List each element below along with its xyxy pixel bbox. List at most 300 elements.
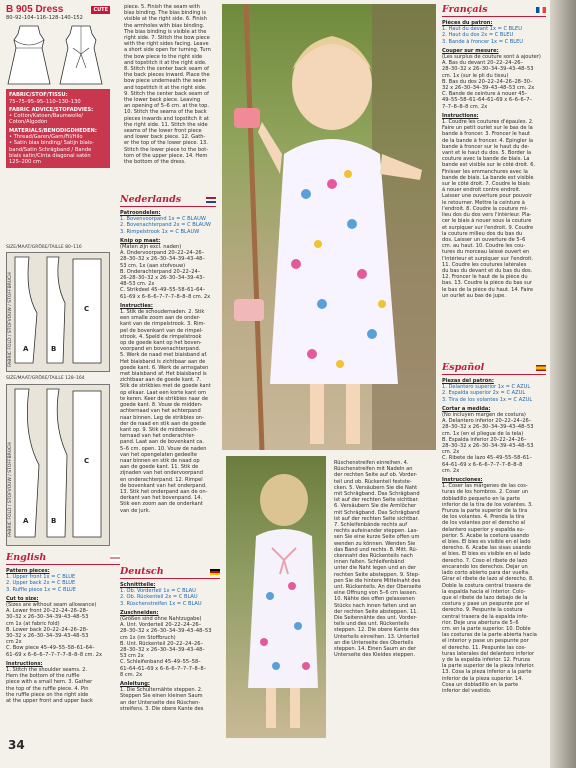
francais-line: 2. Haut du dos 2x = C BLEU <box>442 32 514 39</box>
deutsch-heading <box>120 566 220 579</box>
francais-text <box>442 20 546 299</box>
francais-line: bande est visible sur le côté droit. 6. <box>442 162 536 169</box>
nederlands-line: C. Strikdeel 45–49–55–58–61–64– <box>120 287 206 294</box>
francais-line: Pièces du patron: <box>442 20 493 26</box>
nederlands-line: zichtbaar aan de goede kant. 7. <box>120 377 202 384</box>
english-line: Cut to size: <box>6 595 39 602</box>
espanol-line: 2. Espalda superior 2x = C AZUL <box>442 390 526 397</box>
espanol-line: turas laterales del delantero inferior <box>442 650 535 657</box>
francais-line: Faire un petit ourlet sur le bas de la <box>442 125 533 132</box>
nederlands-line: aan de goede kant. 11. Stik de <box>120 464 199 471</box>
col4-mid-line: pen Sie die hintere Mittelnaht des <box>334 577 421 584</box>
col4-mid-line: 6. Versäubern Sie die Armlöcher <box>334 503 417 510</box>
francais-line: 11. Coudre les coutures latérales <box>442 261 527 268</box>
francais-line: dos. Laisser un ouverture de 5–6 <box>442 236 526 243</box>
espanol-line: 64–61–69 x 6–6–6–7–7–7–8–8–8 <box>442 461 523 468</box>
francais-line: l'intérieur et surpiquer sur l'endroit. <box>442 255 533 262</box>
nederlands-line: Stik de strikbies met de goede kant <box>120 383 211 390</box>
col2-top-line: tom of the upper piece. 14. Hem <box>124 152 208 159</box>
fabric-advice-2: Coton/Algodón <box>9 119 48 126</box>
deutsch-line: C. Schleifenband 45–49–55–58– <box>120 659 201 666</box>
col2-top-line: 10. Stitch the seams of the back <box>124 109 207 116</box>
francais-line: cm. au haut. 10. Coudre les cou- <box>442 243 526 250</box>
girl-back-photo <box>226 456 326 738</box>
pattern-label-c-2: C <box>84 457 90 465</box>
francais-line: le bas de la pièce du haut. 14. Faire <box>442 286 534 293</box>
espanol-line: el bies. El bies es visible en el lado <box>442 551 531 558</box>
francais-line: sur le côté droit. 7. Coudre le biais <box>442 181 530 188</box>
pattern-label-c: C <box>84 305 90 313</box>
materials-3: band/Satin Schrägband / Bande <box>9 146 92 153</box>
francais-line: du bas du devant et du bas du dos. <box>442 267 533 274</box>
nederlands-line: 3. Rimpelstrook 1x = C BLAUW <box>120 228 200 235</box>
english-line: A. Lower front 20–22–24–26–28– <box>6 608 89 615</box>
materials-4: biais satin/Cinta diagonal satén <box>9 152 91 159</box>
espanol-line: cm. 2x <box>442 449 460 456</box>
col4-mid-line: ist auf der rechten Seite sichtbar. <box>334 497 419 504</box>
nederlands-line: pel de bovenkant van de rimpel- <box>120 327 204 334</box>
espanol-line: cm. 2x <box>442 467 460 474</box>
francais-line: 7–7–8–8–8 cm. 2x <box>442 103 488 110</box>
espanol-heading <box>442 362 546 375</box>
english-line: B. Lower back 20–22–24–26–28– <box>6 626 89 633</box>
espanol-line: Piezas del patrón: <box>442 378 494 384</box>
francais-line: 49–55–58–61–64–61–69 x 6–6–6–7– <box>442 97 533 104</box>
deutsch-continued-text <box>334 460 438 740</box>
espanol-section <box>442 358 546 762</box>
english-line: piece with a small hem. 3. Gather <box>6 679 93 686</box>
nederlands-line: Patroondelen: <box>120 210 161 216</box>
nederlands-line: 2. Bovenachterpand 2x = C BLAUW <box>120 222 211 229</box>
col4-mid-line: ckennaht des Rückenteils nach <box>334 553 413 560</box>
espanol-line: de los volantes. 4. Prenda la tira <box>442 514 525 521</box>
nederlands-line: een smalle zoom aan de onder- <box>120 315 201 322</box>
francais-heading <box>442 4 546 17</box>
espanol-line: 28–30–32 x 26–30–34–39–43–48–53 <box>442 424 534 431</box>
espanol-line: la parte superior de la pieza inferior. <box>442 663 535 670</box>
espanol-line: las costuras de la parte abierta hacia <box>442 632 537 639</box>
deutsch-title: Deutsch <box>120 566 164 577</box>
english-line: 1. Upper front 1x = C BLUE <box>6 574 76 581</box>
english-line: Hem the bottom of the ruffle <box>6 673 80 680</box>
deutsch-line: streifens. 3. Die obere Kante des <box>120 705 204 712</box>
deutsch-line: 1. Die Schulternähte steppen. 2. <box>120 687 203 694</box>
english-line: (Sizes are without seam allowance) <box>6 602 97 609</box>
english-line: cm 1x (at fabric fold) <box>6 620 60 627</box>
pattern-sheet-a <box>6 252 110 372</box>
fabric-advice-heading: FABRIC ADVICE/STOFADVIES: <box>9 106 94 113</box>
deutsch-line: 2. Ob. Rückenteil 2x = C BLAU <box>120 594 198 601</box>
espanol-line: Doble la costura central trasera de <box>442 582 531 589</box>
espanol-line: inferior de la pieza superior. 14. <box>442 675 524 682</box>
col4-mid-line: wenden zu können. Wenden Sie <box>334 540 416 547</box>
col4-mid-line: unt. Rückenteils. An der Oberseite <box>334 584 422 591</box>
english-line: C. Bow piece 45–49–55–58–61–64– <box>6 645 95 652</box>
col4-mid-line: teils und des unt. Rückenteils <box>334 621 409 628</box>
nederlands-line: strook. 4. Speld de rimpelstrook <box>120 333 202 340</box>
nederlands-line: kant van de rimpelstrook. 3. Rim- <box>120 321 206 328</box>
nederlands-line: met biaisband af. Het biaisband is <box>120 371 207 378</box>
francais-line: 28–30–32 x 26–30–34–39–43–48–53 <box>442 66 534 73</box>
pattern-label-a: A <box>23 345 29 353</box>
fabric-fold-label-a: FABRIC FOLD / STOFVOUW / STOFFBRUCH <box>8 272 13 367</box>
espanol-line: B. Espalda inferior 20–22–24–26– <box>442 436 527 443</box>
english-line: Pattern pieces: <box>6 568 50 574</box>
col2-top-line: a short side open for turning. Turn <box>124 47 211 54</box>
nederlands-line: de bovenkant van het onderpand. <box>120 482 207 489</box>
nederlands-line: pand. Laat aan de bovenkant ca. <box>120 439 204 446</box>
nederlands-line: kant op. 9. Stik de middenach- <box>120 426 199 433</box>
espanol-line: delantero superior y espalda su- <box>442 526 525 533</box>
pattern-label-b-2: B <box>51 517 57 525</box>
col4-mid-line: steppen. 12. Die obere Kante des <box>334 627 420 634</box>
francais-line: et surpiquer sur l'endroit. 9. Coudre <box>442 224 534 231</box>
page-binding-edge <box>550 0 576 768</box>
fabric-info-box <box>6 89 110 168</box>
nederlands-heading <box>120 194 216 207</box>
col2-top-line: and lower back piece. 12. Gath- <box>124 134 206 141</box>
pattern-shapes-a <box>7 253 109 371</box>
nederlands-line: derkant van het bovenpand. 14. <box>120 495 203 502</box>
deutsch-line: A. Unt. Vorderteil 20–22–24–26– <box>120 622 202 629</box>
espanol-line: derecho. 9. Pespunte la costura <box>442 607 523 614</box>
fabric-amounts: 75–75–95–95–110–130–130 <box>9 98 81 105</box>
col2-top-line: the lower back piece. Leaving <box>124 97 201 104</box>
deutsch-line: 28–30–32 x 26–30–34–39–43–48– <box>120 647 205 654</box>
espanol-line: cm. en la parte superior. 10. Doble <box>442 625 531 632</box>
espanol-line: perior. 5. Acabe la costura usando <box>442 532 530 539</box>
francais-line: Laisser une ouverture pour pouvoir <box>442 193 532 200</box>
de-flag-icon <box>210 569 220 575</box>
dress-illustrations <box>6 24 110 86</box>
francais-line: 32 x 26–30–34–39–43–48–53 cm. 2x <box>442 85 535 92</box>
nederlands-line: achternaad van het achterpand <box>120 408 201 415</box>
francais-line: 3. Bande à froncer 1x = C BLEU <box>442 38 524 45</box>
nederlands-line: te keren. Keer de strikbies naar de <box>120 395 209 402</box>
col2-top-line: Stitch the lower piece to the bot- <box>124 146 209 153</box>
deutsch-line: Zuschneiden: <box>120 609 159 616</box>
nederlands-line: B. Onderachterpand 20–22–24– <box>120 268 201 275</box>
col2-top-line: seams of the lower front piece <box>124 128 202 135</box>
english-heading <box>6 552 120 565</box>
espanol-line: A. Delantero inferior 20–22–24–26– <box>442 418 532 425</box>
deutsch-line: Steppen Sie einen kleinen Saum <box>120 693 203 700</box>
deutsch-line: (Größen sind ohne Nahtzugabe) <box>120 616 202 623</box>
col4-mid-line: sen Sie eine kurze Seite offen um <box>334 534 420 541</box>
francais-line: un ourlet au bas de jupe. <box>442 292 506 299</box>
col4-mid-line: mit Schrägband. Das Schrägband <box>334 509 420 516</box>
col2-top-line: an opening of 5–6 cm. at the top. <box>124 103 210 110</box>
col4-mid-line: 10. Nähte des offen gelassenen <box>334 596 415 603</box>
col4-mid-line: rechten Seite absteppen. 9. Step- <box>334 571 420 578</box>
col4-mid-line: teil und ob. Rückenteil festste- <box>334 478 412 485</box>
nederlands-line: 13. Stik het onderpand aan de on- <box>120 488 208 495</box>
espanol-line: el bies. El bies es visible en el lado <box>442 539 531 546</box>
nederlands-line: 5. Werk de naad met biaisband af. <box>120 352 208 359</box>
english-line: cm 2x <box>6 639 22 646</box>
espanol-line: Cortar a medida: <box>442 405 491 412</box>
nederlands-line: Instructies: <box>120 302 153 309</box>
nederlands-line: Stik een zoom aan de onderkant <box>120 501 203 508</box>
francais-line: lieu dos du dos vers l'intérieur. Pla- <box>442 212 532 219</box>
francais-line: Couper sur mesure: <box>442 47 499 54</box>
deutsch-line: Anleitung: <box>120 681 150 688</box>
col2-top-line: 8. Stitch the center back seam of <box>124 66 209 73</box>
francais-line: le retourner. Mettre la ceinture à <box>442 199 525 206</box>
col2-top-line: right side. 7. Stitch the bow piece <box>124 35 210 42</box>
espanol-line: central trasera de la espalda infe- <box>442 613 529 620</box>
pattern-size-b-label: SIZE/MAAT/GRÖßE/TAILLE 128–164 <box>6 376 85 381</box>
english-line: 3. Ruffle piece 1x = C BLUE <box>6 586 76 593</box>
cute-badge: CUTE <box>93 6 108 13</box>
english-line: the top of the ruffle piece. 4. Pin <box>6 685 89 692</box>
col2-top-line: The bias binding is visible at the <box>124 28 207 35</box>
espanol-line: 1. Coser las márgenes de las cos- <box>442 483 528 490</box>
dress-back-illustration <box>58 24 104 86</box>
col4-mid-line: Rüschenstreifen mit Nadeln an <box>334 466 413 473</box>
fr-flag-icon <box>536 7 546 13</box>
espanol-line: C. Ribete de lazo 45–49–55–58–61– <box>442 455 532 462</box>
nederlands-title: Nederlands <box>120 194 182 205</box>
nederlands-line: van het opengelaten gedeelte <box>120 451 197 458</box>
col4-mid-line: ist auf der rechten Seite sichtbar. <box>334 515 419 522</box>
deutsch-section <box>120 562 220 738</box>
pattern-label-a-2: A <box>23 517 29 525</box>
espanol-line: 13. Cosa la pieza inferior a la parte <box>442 669 532 676</box>
espanol-line: el derecho. 11. Pespunte las cos- <box>442 644 527 651</box>
col4-mid-line: steppen. 14. Einen Saum an der <box>334 646 417 653</box>
deutsch-line: B. Unt. Rückenteil 20–22–24–26– <box>120 640 204 647</box>
espanol-line: Frunza la parte superior de la tira <box>442 508 528 515</box>
col2-top-line: er the top of the lower piece. 13. <box>124 140 208 147</box>
col4-mid-line: Stücks nach innen falten und an <box>334 602 417 609</box>
dress-front-illustration <box>6 24 52 86</box>
fabric-fold-label-b: FABRIC FOLD / STOFVOUW / STOFFBRUCH <box>8 442 13 537</box>
francais-line: A. Bas du devant 20–22–24–26– <box>442 60 524 67</box>
english-line: 30–32 x 26–30–34–39–43–48–53 <box>6 633 89 640</box>
nederlands-line: zijnaden van het ondervoorpand <box>120 470 203 477</box>
nederlands-line: 53 cm. 1x (aan stofvouw) <box>120 262 186 269</box>
english-title: English <box>6 552 47 563</box>
dress-title: B 905 Dress <box>6 4 64 15</box>
nederlands-section <box>120 190 216 558</box>
espanol-title: Español <box>442 362 485 373</box>
nederlands-line: 1. Stik de schoudernaden. 2. Stik <box>120 309 205 316</box>
francais-line: à nouer endroit contre endroit. <box>442 187 521 194</box>
english-line: Instructions: <box>6 660 43 667</box>
pattern-size-a-label: SIZE/MAAT/GRÖßE/TAILLE 80–116 <box>6 245 82 250</box>
english-section <box>6 548 120 738</box>
espanol-line: dobladillo pequeño en la parte <box>442 495 520 502</box>
col4-mid-line: Rüschenstreifen einreihen. 4. <box>334 460 409 466</box>
espanol-line: cm. 1x (en el pliegue de la tela) <box>442 430 524 437</box>
col2-top-line: the armholes with bias binding. <box>124 22 205 29</box>
col4-mid-line: 7. Schleifenbände rechts auf <box>334 522 407 529</box>
col2-top-line: pieces inwards and topstitch it at <box>124 115 209 122</box>
francais-line: bande à froncer. 3. Froncer le haut <box>442 131 530 138</box>
col4-mid-line: an die Unterseite des Oberteils <box>334 639 414 646</box>
english-text <box>6 568 120 704</box>
materials-5: 125–200 cm <box>9 159 41 166</box>
deutsch-line: 3. Rüschenstreifen 1x = C BLAU <box>120 600 202 607</box>
nederlands-line: 48–53 cm. 2x <box>120 281 155 288</box>
espanol-line: derecho. 7. Coso el ribete de lazo <box>442 557 528 564</box>
pattern-sheet-b <box>6 384 110 546</box>
nederlands-line: goede kant. 6. Werk de armsgaten <box>120 364 209 371</box>
espanol-line: que el ribete de lazo debajo de la <box>442 594 528 601</box>
col4-mid-line: das Band und rechts. 8. Mitt. Rü- <box>334 546 418 553</box>
deutsch-line: 61–64–61–69 x 6–6–6–7–7–7–8–8– <box>120 665 207 672</box>
col4-mid-line: cken. 5. Versäubern Sie die Naht <box>334 484 418 491</box>
nederlands-line: 28–30–32 x 26–30–34–39–43–48– <box>120 256 205 263</box>
deutsch-text <box>120 582 220 712</box>
nederlands-line: ternaad van het onderachter- <box>120 433 196 440</box>
materials-2: • Satin bias binding/ Satijn biais- <box>9 140 94 147</box>
nederlands-line: op elkaar. Laat een korte kant om <box>120 389 206 396</box>
deutsch-line: an der Unterseite des Rüschen- <box>120 699 201 706</box>
espanol-line: inferior de la tira de los volantes. 3. <box>442 501 533 508</box>
english-line: the ruffle piece on the right side <box>6 691 89 698</box>
francais-line: 1. Haut du devant 1x = C BLEU <box>442 26 522 33</box>
nederlands-line: der de naad en stik aan de goede <box>120 420 206 427</box>
nederlands-line: (Maten zijn excl. naden) <box>120 244 182 251</box>
col4-mid-line: innen falten. Schleifenbänd <box>334 559 404 566</box>
francais-line: l'endroit. 8. Coudre la couture mi- <box>442 205 528 212</box>
col2-top-line: the bottom of the dress. <box>124 159 186 166</box>
deutsch-line: 28–30–32 x 26–30–34–39–43–48–53 <box>120 628 212 635</box>
espanol-line: derecho. 6. Acabe las sisas usando <box>442 545 532 552</box>
nederlands-line: naar binnen en stik de naad op <box>120 457 200 464</box>
nederlands-line: 1. Bovenvoorpand 1x = C BLAUW <box>120 216 206 223</box>
nederlands-line: 5–6 cm. open. 10. Vouw de naden <box>120 445 207 452</box>
nederlands-line: op de goede kant op het boven- <box>120 340 202 347</box>
es-flag-icon <box>536 365 546 371</box>
espanol-line: lado corto abierto para dar vuelta. <box>442 570 530 577</box>
girl-swing-photo <box>222 4 436 450</box>
francais-line: bas. 13. Coudre la pièce du bas sur <box>442 280 533 287</box>
deutsch-line: Schnittteile: <box>120 582 156 588</box>
espanol-line: costura y pase un pespunte por el <box>442 601 530 608</box>
francais-title: Français <box>442 4 488 15</box>
francais-line: cer le biais à nouer sous la couture <box>442 218 532 225</box>
uk-flag-icon <box>110 555 120 561</box>
title-block <box>6 4 110 15</box>
nederlands-text <box>120 210 216 514</box>
col2-top-line: and topstitch it at the right side. <box>124 84 207 91</box>
espanol-line: (No incluyen margen de costura) <box>442 412 526 419</box>
col4-mid-line: eine Öffnung von 5–6 cm lassen. <box>334 590 418 597</box>
col2-top-line: 9. Stitch the center back seam of <box>124 90 209 97</box>
col2-top-line: bow piece underneath the seam <box>124 78 207 85</box>
col4-mid-line: Unterseite des Kleides steppen. <box>334 652 415 659</box>
col4-mid-line: Unterteils einreihen. 13. Unterteil <box>334 633 420 640</box>
francais-line: la couture milieu dos du bas du <box>442 230 523 237</box>
espanol-line: inferior del vestido. <box>442 687 492 694</box>
francais-section <box>442 0 546 362</box>
francais-line: (Les surplus de couture sont à ajouter) <box>442 54 541 61</box>
fabric-heading: FABRIC/STOF/TISSU: <box>9 92 68 99</box>
col2-top-line: piece. 5. Finish the seam with <box>124 4 200 10</box>
english-line: at the upper front and upper back <box>6 698 93 705</box>
nederlands-line: 61–69 x 6–6–6–7–7–7–8–8–8 cm. 2x <box>120 293 211 300</box>
nl-flag-icon <box>206 197 216 203</box>
col2-top-line: bias binding. The bias binding is <box>124 10 207 17</box>
nederlands-line: Knip op maat: <box>120 237 161 244</box>
size-range: 80–92–104–116–128–140–152 <box>6 15 83 21</box>
col2-top-line: the back pieces inward. Place the <box>124 72 210 79</box>
espanol-line: la espalda hacia el interior. Colo- <box>442 588 526 595</box>
espanol-text <box>442 378 546 694</box>
espanol-line: Cosa un dobladillo en la parte <box>442 681 519 688</box>
nederlands-line: A. Ondervoorpand 20–22–24–26– <box>120 250 205 257</box>
espanol-line: el interior y pase un pespunte por <box>442 638 529 645</box>
francais-line: 12. Froncer le haut de la pièce du <box>442 274 528 281</box>
nederlands-line: van de jurk. <box>120 507 151 514</box>
francais-line: Instructions: <box>442 112 479 119</box>
nederlands-line: voorpand en bovenachterpand. <box>120 346 201 353</box>
espanol-line: Instrucciones: <box>442 477 483 484</box>
espanol-line: 3. Tira de los volantes 1x = C AZUL <box>442 396 533 403</box>
col4-mid-line: rechts aufeinander steppen. Las- <box>334 528 419 535</box>
francais-line: cm. 1x (sur le pli du tissu) <box>442 72 509 79</box>
espanol-line: y de la espalda inferior. 12. Frunza <box>442 656 530 663</box>
col2-top-line: with the right sides facing. Leave <box>124 41 209 48</box>
deutsch-line: 53 cm 2x <box>120 653 144 660</box>
francais-line: vant et le haut du dos. 5. Border la <box>442 150 532 157</box>
francais-line: 1. Coudre les coutures d'épaules. 2. <box>442 119 534 126</box>
english-line: 1. Stitch the shoulder seams. 2. <box>6 667 88 674</box>
nederlands-line: Het biaisband is zichtbaar aan de <box>120 358 206 365</box>
deutsch-line: 1. Ob. Vorderteil 1x = C BLAU <box>120 588 196 595</box>
materials-1: • Thread/Garen/Garn/Fil/Hilo <box>9 133 83 140</box>
nederlands-line: 26–28–30–32 x 26–30–34–39–43– <box>120 275 205 282</box>
deutsch-line: cm 1x (im Stoffbruch) <box>120 634 176 641</box>
pattern-label-b: B <box>51 345 57 353</box>
materials-heading: MATERIALS/BENODIGDHEDEN: <box>9 127 97 134</box>
col4-mid-line: Die Seitennähte des unt. Vorder- <box>334 615 418 622</box>
col2-top-line: the right side. 11. Stitch the side <box>124 121 208 128</box>
photo-illustration <box>222 4 436 450</box>
francais-line: de la bande à froncer. 4. Épingler la <box>442 137 533 144</box>
english-line: 61–69 x 6–6–6–7–7–7–7–8–8–8 cm. 2x <box>6 651 102 658</box>
fabric-advice-1: • Cotton/Katoen/Baumwolle/ <box>9 113 84 120</box>
col4-mid-line: mit Schrägband. Das Schrägband <box>334 491 420 498</box>
english-line: 2. Upper back 2x = C BLUE <box>6 580 76 587</box>
francais-line: bande de biais. La bande est visible <box>442 174 534 181</box>
espanol-line: 1. Delantero superior 1x = C AZUL <box>442 384 531 391</box>
nederlands-line: naar binnen. Leg de strikbies on- <box>120 414 204 421</box>
page-number: 34 <box>8 738 25 752</box>
espanol-line: de los volantes por el derecho al <box>442 520 526 527</box>
nederlands-line: goede kant. 8. Vouw de midden- <box>120 402 203 409</box>
espanol-line: rior. Deje una abertura de 5–6 <box>442 619 519 626</box>
francais-line: tures du morceau laissé ouvert en <box>442 249 530 256</box>
francais-line: C. Bande de ceinture à nouer 45– <box>442 91 528 98</box>
english-line: 30–32 x 26–30–34–39–43–48–53 <box>6 614 89 621</box>
espanol-line: 28–30–32 x 26–30–34–39–43–48–53 <box>442 443 534 450</box>
francais-line: Finisser les emmanchures avec la <box>442 168 528 175</box>
col2-top-line: and topstitch it at the right side. <box>124 59 207 66</box>
back-photo-illustration <box>226 456 326 738</box>
col4-mid-line: unter die Naht legen und an der <box>334 565 416 572</box>
deutsch-line: 8 cm. 2x <box>120 671 143 678</box>
espanol-line: Girar el ribete de lazo al derecho. 8. <box>442 576 534 583</box>
francais-line: couture avec la bande de biais. La <box>442 156 530 163</box>
col4-mid-line: der rechten Seite auf ob. Vorder- <box>334 472 418 479</box>
col4-mid-line: der rechten Seite absteppen. 11. <box>334 608 419 615</box>
francais-line: bande à froncer sur le haut du de- <box>442 143 530 150</box>
col2-top-line: visible at the right side. 6. Finish <box>124 16 207 23</box>
